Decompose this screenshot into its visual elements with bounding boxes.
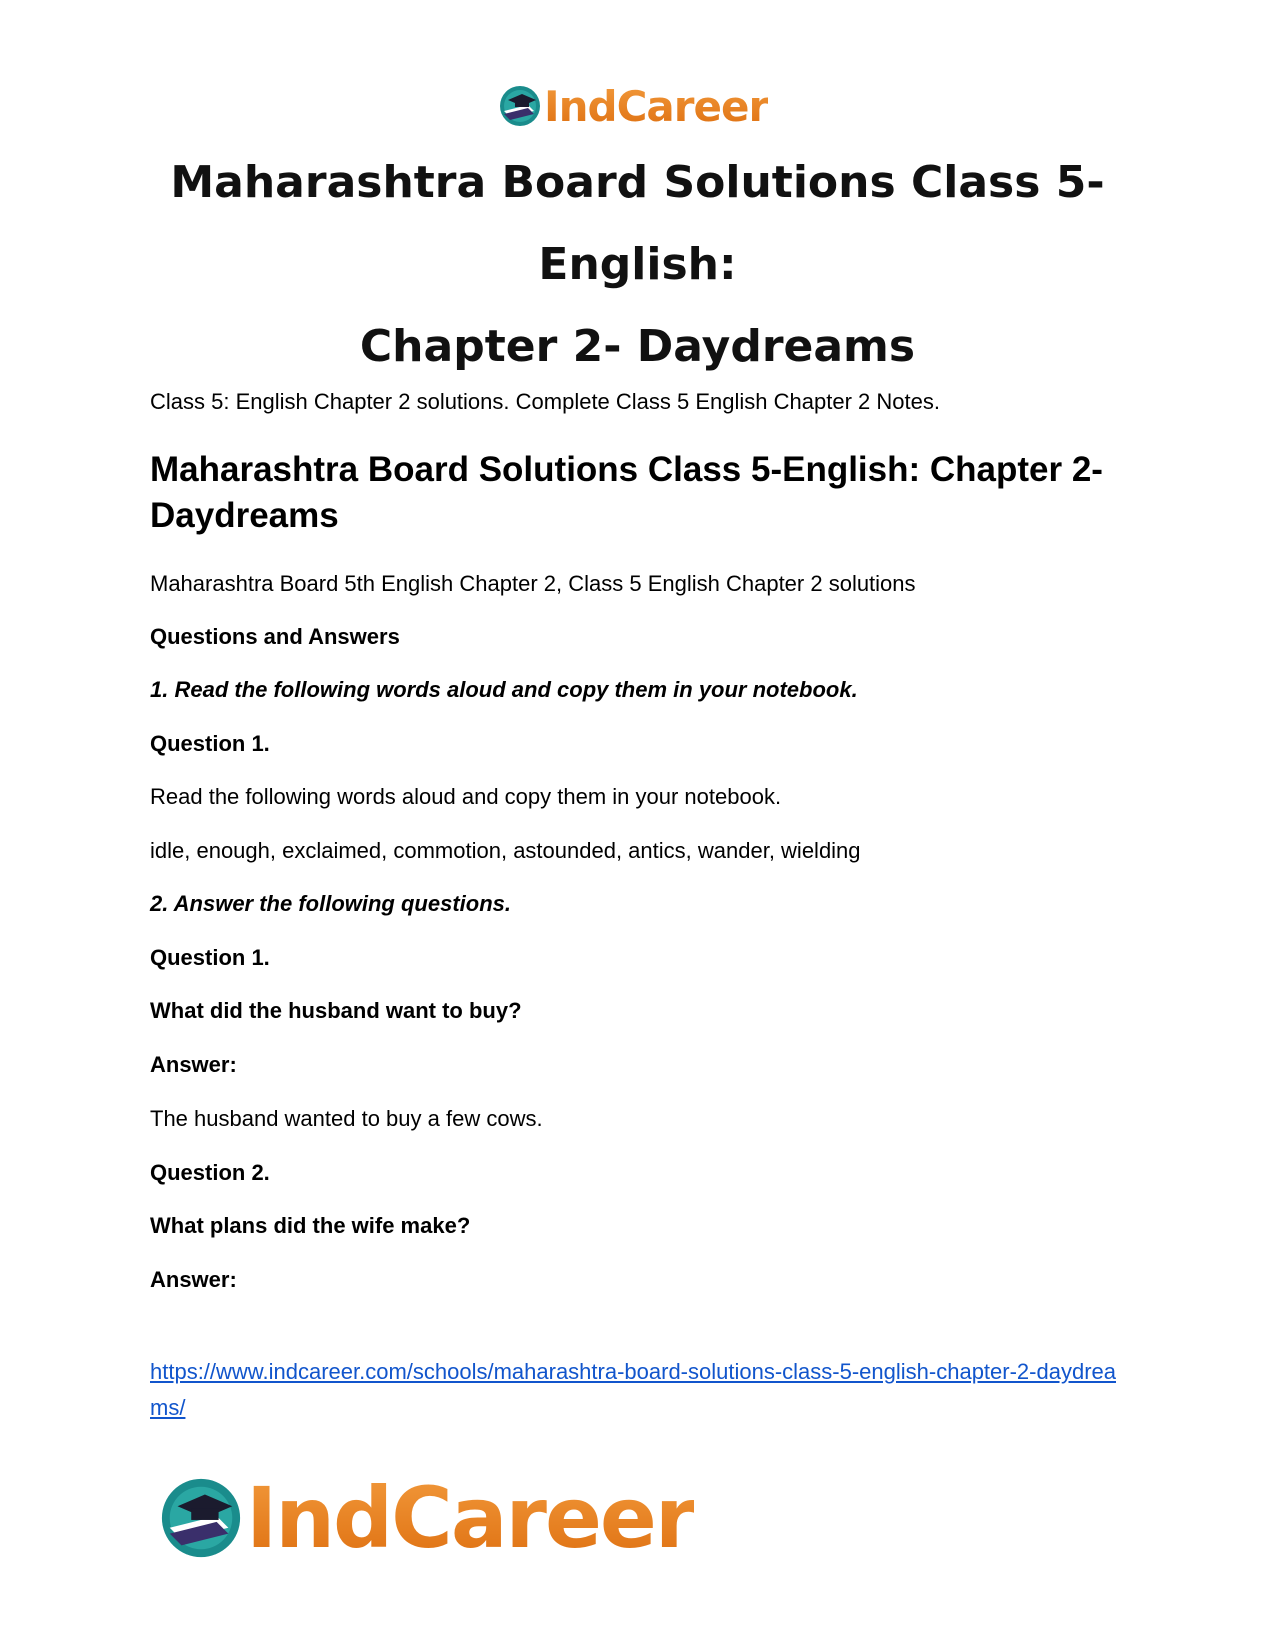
part-1-question-1-label: Question 1.: [150, 731, 270, 756]
page-title: [150, 142, 1125, 388]
page-title-line-1: Maharashtra Board Solutions Class 5-English:: [170, 157, 1105, 290]
part-2-title: 2. Answer the following questions.: [150, 891, 511, 916]
brand-logo: [498, 78, 768, 134]
part-2-question-2-text: What plans did the wife make?: [150, 1213, 471, 1238]
part-2-question-1-text: What did the husband want to buy?: [150, 998, 522, 1023]
qa-label: Questions and Answers: [150, 624, 400, 649]
part-2-answer-1-label: Answer:: [150, 1052, 237, 1077]
part-2-answer-2-label: Answer:: [150, 1267, 237, 1292]
footer-source-link[interactable]: https://www.indcareer.com/schools/maharashtra-board-solutions-class-5-english-chapter-2-daydreams/: [150, 1359, 1116, 1420]
part-2-question-1-label: Question 1.: [150, 945, 270, 970]
part-2-question-2-label: Question 2.: [150, 1160, 270, 1185]
word-list: idle, enough, exclaimed, commotion, astounded, antics, wander, wielding: [150, 838, 861, 863]
footer-brand-logo: [158, 1463, 694, 1573]
part-1-title: 1. Read the following words aloud and copy them in your notebook.: [150, 677, 858, 702]
page-title-line-2: Chapter 2- Daydreams: [359, 321, 916, 372]
intro-text: Class 5: English Chapter 2 solutions. Complete Class 5 English Chapter 2 Notes.: [150, 389, 940, 414]
brand-wordmark: IndCareer: [544, 81, 769, 131]
part-1-question-1-text: Read the following words aloud and copy them in your notebook.: [150, 784, 782, 809]
footer-brand-wordmark: IndCareer: [246, 1469, 695, 1567]
section-heading: Maharashtra Board Solutions Class 5-English: Chapter 2- Daydreams: [150, 450, 1103, 535]
graduation-book-icon: [498, 84, 542, 128]
subheading-text: Maharashtra Board 5th English Chapter 2, Class 5 English Chapter 2 solutions: [150, 571, 916, 596]
graduation-book-icon: [158, 1475, 244, 1561]
part-2-answer-1-text: The husband wanted to buy a few cows.: [150, 1106, 543, 1131]
